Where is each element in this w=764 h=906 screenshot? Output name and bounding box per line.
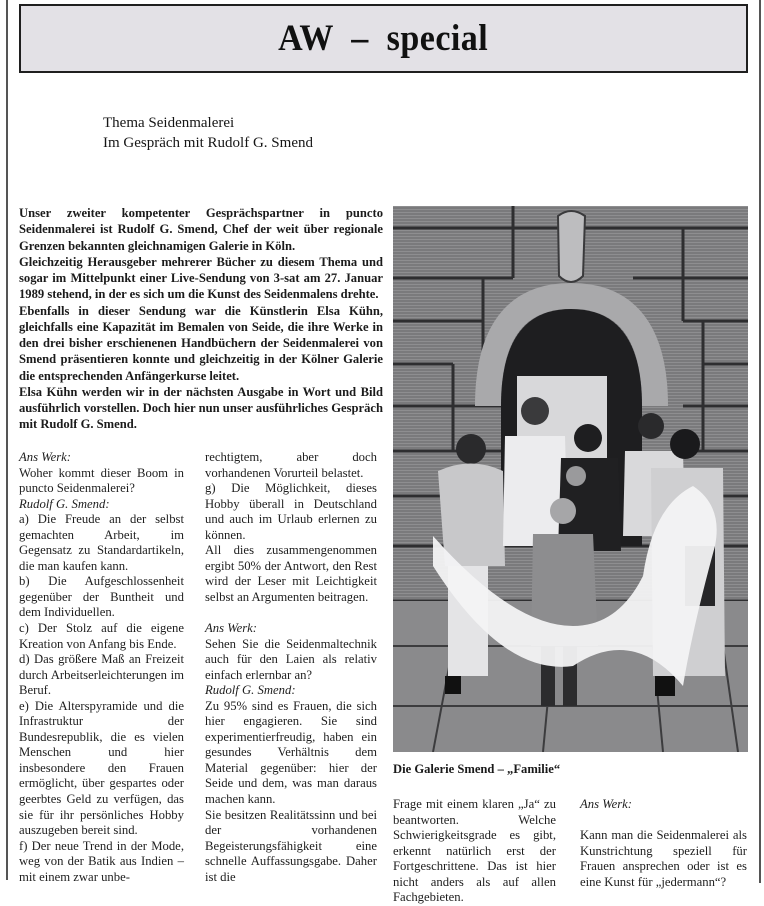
answer-item: d) Das größere Maß an Freizeit durch Arbeitserleichterungen im Beruf.: [19, 652, 184, 698]
answer-text: Sie besitzen Realitätssinn und bei der vorhandenen Begeisterungsfähigkeit eine schnelle Auffassungsgabe. Daher ist die: [205, 807, 377, 884]
answer-text: Zu 95% sind es Frauen, die sich hier engagieren. Sie sind experimentierfreudig, haben ein gesundes Verhältnis dem Material gegenüber: hier der Seide und dem, was man daraus machen kann.: [205, 698, 377, 806]
interview-column-1: [19, 450, 184, 885]
speaker-label: Rudolf G. Smend:: [205, 683, 296, 698]
headline-subtitle: Im Gespräch mit Rudolf G. Smend: [103, 135, 313, 151]
page-border-left: [6, 0, 8, 880]
speaker-label: Ans Werk:: [205, 620, 258, 635]
answer-item: b) Die Aufgeschlossenheit gegenüber der Buntheit und dem Individuellen.: [19, 574, 184, 620]
article-headline: [103, 113, 313, 153]
keystone-ornament: [558, 211, 585, 282]
intro-paragraph: Elsa Kühn werden wir in der nächsten Ausgabe in Wort und Bild ausführlich vorstellen. Doch hier nun unser ausführliches Gespräch mit Rudolf G. Smend.: [19, 384, 383, 432]
headline-topic: Thema Seidenmalerei: [103, 115, 235, 131]
article-intro: [19, 205, 383, 433]
answer-item: e) Die Alterspyramide und die Infrastruktur der Bundesrepublik, die es vielen Menschen und hier insbesondere den Frauen ermöglicht, über gespartes oder geerbtes Geld zu verfügen, das sie für ihr persönliches Hobby auszugeben bereit sind.: [19, 698, 184, 838]
interview-column-3: [393, 797, 556, 906]
answer-item: a) Die Freude an der selbst gemachten Arbeit, im Gegensatz zu Standardartikeln, die man kaufen kann.: [19, 512, 184, 573]
answer-item: rechtigtem, aber doch vorhandenen Vorurteil belastet.: [205, 450, 377, 480]
photo-caption: Die Galerie Smend – „Familie“: [393, 762, 561, 776]
interview-column-4: [580, 797, 747, 890]
speaker-label: Ans Werk:: [19, 450, 72, 464]
question-text: Woher kommt dieser Boom in puncto Seidenmalerei?: [19, 465, 184, 496]
answer-item: f) Der neue Trend in der Mode, weg von der Batik aus Indien – mit einem zwar unbe-: [19, 838, 184, 884]
question-text: Sehen Sie die Seidenmaltechnik auch für den Laien als relativ einfach erlernbar an?: [205, 636, 377, 682]
intro-paragraph: Gleichzeitig Herausgeber mehrerer Bücher zu diesem Thema und sogar im Mittelpunkt einer Live-Sendung von 3-sat am 27. Januar 1989 stehend, in der es sich um die Kunst des Seidenmalens drehte.: [19, 254, 383, 302]
photo-illustration: [393, 206, 748, 752]
answer-summary: All dies zusammengenommen ergibt 50% der Antwort, den Rest wird der Leser mit Leichtigkeit selbst an Argumenten beitragen.: [205, 543, 377, 604]
paragraph-gap: [205, 605, 377, 621]
speaker-label: Rudolf G. Smend:: [19, 496, 110, 511]
page-border-right: [759, 0, 761, 883]
question-text: Kann man die Seidenmalerei als Kunstrichtung speziell für Frauen ansprechen oder ist es eine Kunst für „jedermann“?: [580, 828, 747, 889]
gallery-group-photo: [393, 206, 748, 752]
section-banner: [19, 4, 748, 73]
banner-title: AW – special: [278, 18, 489, 59]
intro-paragraph: Unser zweiter kompetenter Gesprächspartner in puncto Seidenmalerei ist Rudolf G. Smend, Chef der weit über regionale Grenzen bekannten gleichnamigen Galerie in Köln.: [19, 206, 383, 253]
answer-item: c) Der Stolz auf die eigene Kreation von Anfang bis Ende.: [19, 621, 184, 651]
paragraph-gap: [580, 813, 747, 829]
answer-item: g) Die Möglichkeit, dieses Hobby überall in Deutschland und auch im Urlaub erlernen zu können.: [205, 481, 377, 542]
interview-column-2: [205, 450, 377, 885]
intro-paragraph: Ebenfalls in dieser Sendung war die Künstlerin Elsa Kühn, gleichfalls eine Kapazität im Bemalen von Seide, die ihre Werke in den drei bisher erschienenen Handbüchern der Seidenmalerei von Smend präsentieren konnte und gleichzeitig in der Kölner Galerie die entsprechenden Anfängerkurse leitet.: [19, 303, 383, 383]
answer-text: Frage mit einem klaren „Ja“ zu beantworten. Welche Schwierigkeitsgrade es gibt, erkennt natürlich erst der Fortgeschrittene. Das ist hier nicht anders als auf allen Fachgebieten.: [393, 797, 556, 905]
speaker-label: Ans Werk:: [580, 797, 633, 811]
